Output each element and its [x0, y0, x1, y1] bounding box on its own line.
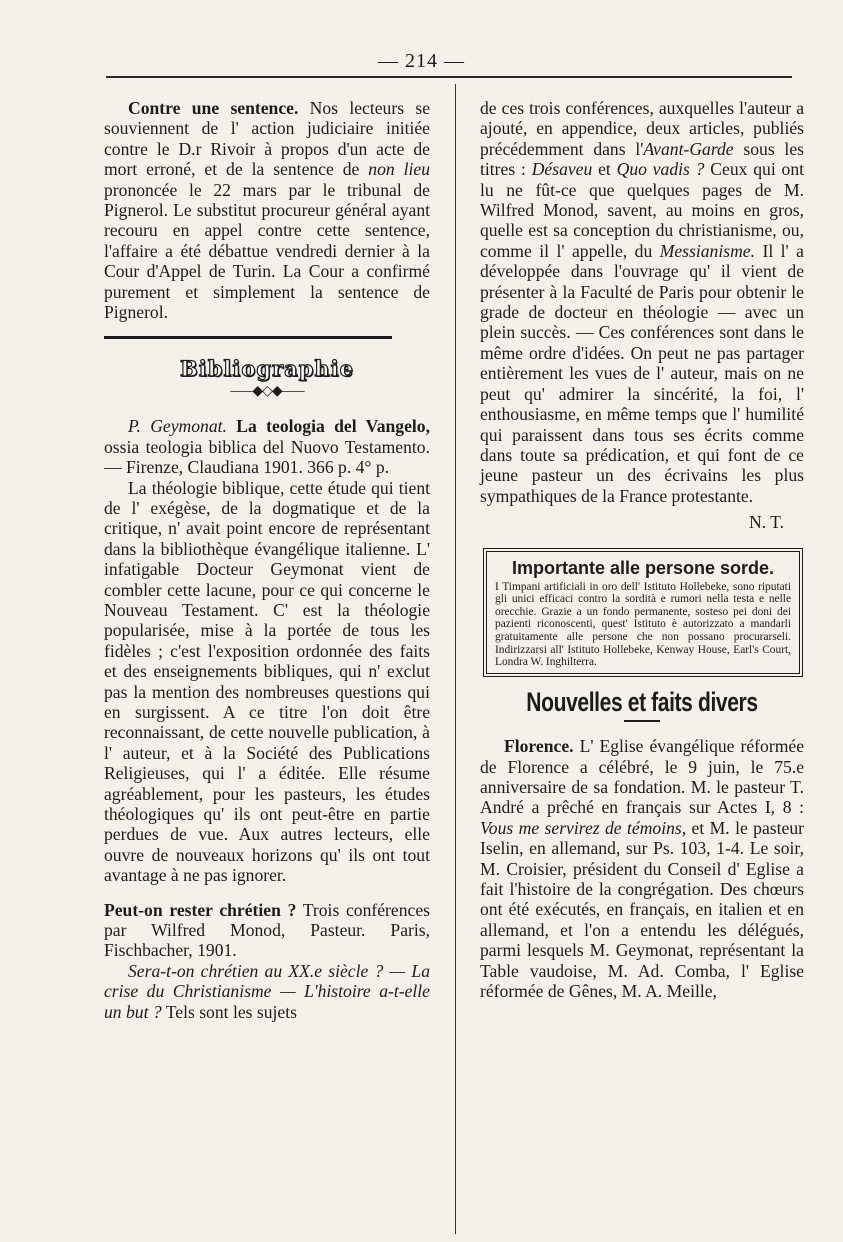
florence-text-2: et M. le pasteur Iselin, en allemand, sur Ps. 103, 1-4. Le soir, M. Croisier, président du Conseil d' Eglise a fait l'histoire de la congrégation. Des chœurs ont été exécutés, en français, en italien et en allemand, et l'on a entendu les délégués, parmi lesquels M. Geymonat, représentant la Table vaudoise, M. Ad. Comba, l' Eglise réformée de Gênes, M. A. Meille,	[480, 817, 804, 1001]
right-column	[480, 98, 804, 1001]
sentence-heading: Contre une sentence.	[128, 98, 299, 118]
monod-review	[480, 98, 804, 506]
book1-title: La teologia del Vangelo,	[226, 416, 430, 437]
monod-italic-1: Avant-Garde	[643, 138, 734, 159]
monod-italic-4: Messianisme.	[659, 240, 755, 261]
news-rule	[624, 720, 660, 722]
monod-text-1: de ces trois conférences, auxquelles l'auteur a ajouté, en appendice, deux articles, publiés précédemment dans l'	[480, 98, 804, 159]
book1-author: P. Geymonat.	[128, 416, 227, 437]
book2-subjects	[104, 961, 430, 1022]
ad-title: Importante alle persone sorde.	[511, 557, 775, 578]
news-heading: Nouvelles et faits divers	[526, 686, 758, 717]
florence-paragraph	[480, 736, 804, 1001]
florence-italic: Vous me servirez de témoins,	[480, 817, 687, 838]
monod-italic-3: Quo vadis ?	[616, 159, 705, 180]
sentence-italic: non lieu	[368, 159, 430, 180]
advertisement-box	[486, 551, 800, 674]
book2-title: Peut-on rester chrétien ?	[104, 899, 297, 920]
monod-text-4: Ceux qui ont lu ne fût-ce que quelques pages de M. Wilfred Monod, savent, au moins en gros, quelle est sa conception du christianisme, ou, comme il l' appelle, du	[480, 159, 805, 261]
book2-details: Trois conférences par Wilfred Monod, Pasteur. Paris, Fischbacher, 1901.	[104, 899, 430, 961]
book1-review: La théologie biblique, cette étude qui tient de l' exégèse, de la dogmatique et de la critique, n' avait point encore de représentant dans la bibliothèque évangélique italienne. L' infatigable Docteur Geymonat vient de combler cette lacune, pour ce qui concerne le Nouveau Testament. C' est la théologie popularisée, mise à la portée de tous les fidèles ; c'est l'exposition ordonnée des faits et des enseignements bibliques, qui n' exclut pas la mention des nombreuses questions qui en surgissent. A ce titre l'on doit être reconnaissant, de cette nouvelle publication, à l' auteur, et à la Société des Publications Religieuses, qui l' a éditée. Elle résume agréablement, pour les pasteurs, les études théologiques qu' ils ont peut-être en partie perdues de vue. Aux autres lecteurs, elle ouvre de nouveaux horizons qu' ils ont tout avantage à ne pas ignorer.	[104, 477, 430, 886]
monod-italic-2: Désaveu	[531, 159, 593, 180]
book1-details: ossia teologia biblica del Nuovo Testamento. — Firenze, Claudiana 1901. 366 p. 4° p.	[104, 436, 430, 478]
review-signature: N. T.	[748, 512, 784, 533]
ornament-divider: ⸺◆◇◆⸺	[229, 383, 305, 399]
header-rule	[106, 76, 792, 78]
book2-entry	[104, 900, 430, 961]
monod-text-3: et	[592, 159, 617, 180]
book2-italic: Sera-t-on chrétien au XX.e siècle ? — La crise du Christianisme — L'histoire a-t-elle un but ?	[104, 960, 430, 1022]
section-rule	[104, 336, 392, 339]
monod-text-5: Il l' a développée dans l'ouvrage qu' il vient de présenter à la Faculté de Paris pour obtenir le grade de docteur en théologie — avec un plein succès. — Ces conférences sont dans le même ordre d'idées. On peut ne pas partager entièrement les vues de l' auteur, mais on ne peut qu' admirer la sincérité, la foi, l' enthousiasme, en même temps que l' humilité qui paraissent dans tous ses écrits comme dans toute sa prédication, et qui font de ce jeune pasteur un des écrivains les plus sympathiques de la France protestante.	[480, 240, 804, 506]
column-divider	[455, 84, 456, 1234]
sentence-paragraph	[104, 98, 430, 322]
monod-text-2: sous les titres :	[480, 138, 804, 180]
left-column	[104, 98, 430, 1022]
book1-entry	[104, 416, 430, 477]
florence-heading: Florence.	[504, 736, 574, 757]
sentence-text-2: prononcée le 22 mars par le tribunal de Pignerol. Le substitut procureur général ayant recouru en appel contre cette sentence, l'affaire a été débattue vendredi dernier à la Cour d'Appel de Turin. La Cour a confirmé purement et simplement la sentence de Pignerol.	[104, 179, 430, 323]
bibliography-heading: Bibliographie	[179, 356, 355, 382]
page-number: — 214 —	[378, 50, 465, 72]
florence-text-1: L' Eglise évangélique réformée de Florence a célébré, le 9 juin, le 75.e anniversaire de sa fondation. M. le pasteur T. André a prêché en français sur Actes I, 8 :	[480, 736, 804, 818]
sentence-text: Nos lecteurs se souviennent de l' action judiciaire initiée contre le D.r Rivoir à propos d'un acte de mort erroné, et de la sentence de	[104, 98, 431, 180]
ad-body: I Timpani artificiali in oro dell' Istituto Hollebeke, sono riputati gli unici efficaci contro la sordità e rumori nella testa e nelle orecchie. Grazie a un fondo permanente, sosteso pei doni dei pazienti riconoscenti, quest' Istituto è autorizzato a mandarli gratuitamente alle persone che non possano procurarseli. Indirizzarsi all' Istituto Hollebeke, Kenway House, Earl's Court, Londra W. Inghilterra.	[495, 580, 791, 669]
book2-text: Tels sont les sujets	[161, 1001, 297, 1022]
